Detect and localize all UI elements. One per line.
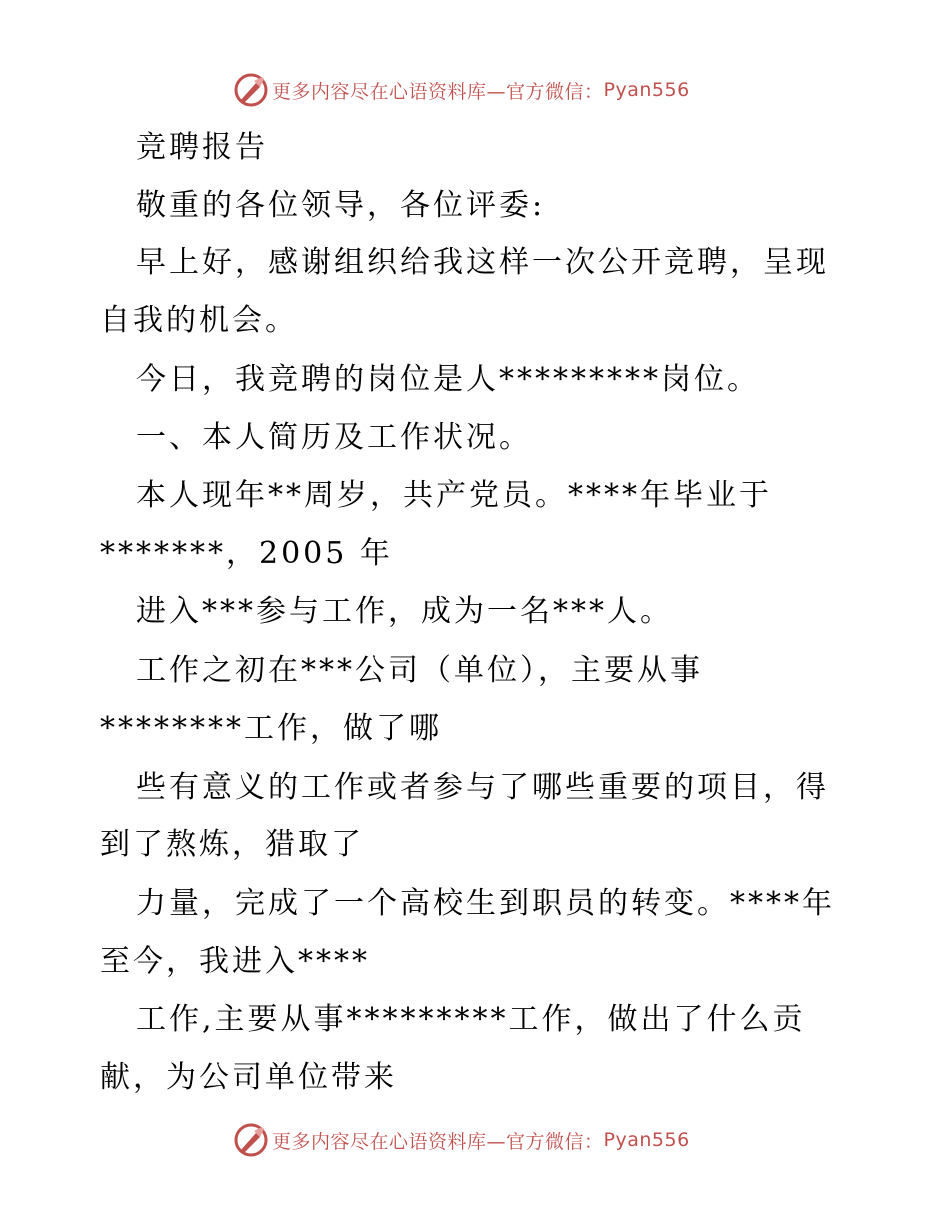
body-line: 进入***参与工作，成为一名***人。 xyxy=(136,594,673,629)
body-line: 到了熬炼，猎取了 xyxy=(100,827,364,862)
body-line: 本人现年**周岁，共产党员。****年毕业于 xyxy=(136,478,772,513)
footer-watermark-text: 更多内容尽在心语资料库—官方微信： xyxy=(272,1130,604,1153)
quill-logo-icon xyxy=(234,1123,268,1157)
footer-watermark-handle: Pyan556 xyxy=(603,1129,690,1151)
section-heading: 一、本人简历及工作状况。 xyxy=(136,420,532,455)
header-watermark-handle: Pyan556 xyxy=(603,79,690,101)
body-line: 今日，我竞聘的岗位是人*********岗位。 xyxy=(136,362,760,397)
body-line: 至今，我进入**** xyxy=(100,944,370,979)
body-line: 些有意义的工作或者参与了哪些重要的项目，得 xyxy=(136,770,829,805)
body-line: 力量，完成了一个高校生到职员的转变。****年 xyxy=(136,886,835,921)
header-watermark-text: 更多内容尽在心语资料库—官方微信： xyxy=(272,80,604,103)
body-line: 自我的机会。 xyxy=(100,303,298,338)
body-line: 工作,主要从事*********工作，做出了什么贡 xyxy=(136,1002,806,1037)
header-watermark xyxy=(234,72,690,108)
greeting-line: 敬重的各位领导，各位评委: xyxy=(136,188,546,223)
document-title: 竞聘报告 xyxy=(136,130,268,165)
body-line: 早上好，感谢组织给我这样一次公开竞聘，呈现 xyxy=(136,245,829,280)
body-line: 工作之初在***公司（单位），主要从事 xyxy=(136,653,703,688)
quill-logo-icon xyxy=(234,73,268,107)
body-line: ********工作，做了哪 xyxy=(100,711,442,746)
body-line: 献，为公司单位带来 xyxy=(100,1060,397,1095)
body-line: *******，2005 年 xyxy=(100,536,393,571)
footer-watermark xyxy=(234,1122,690,1158)
